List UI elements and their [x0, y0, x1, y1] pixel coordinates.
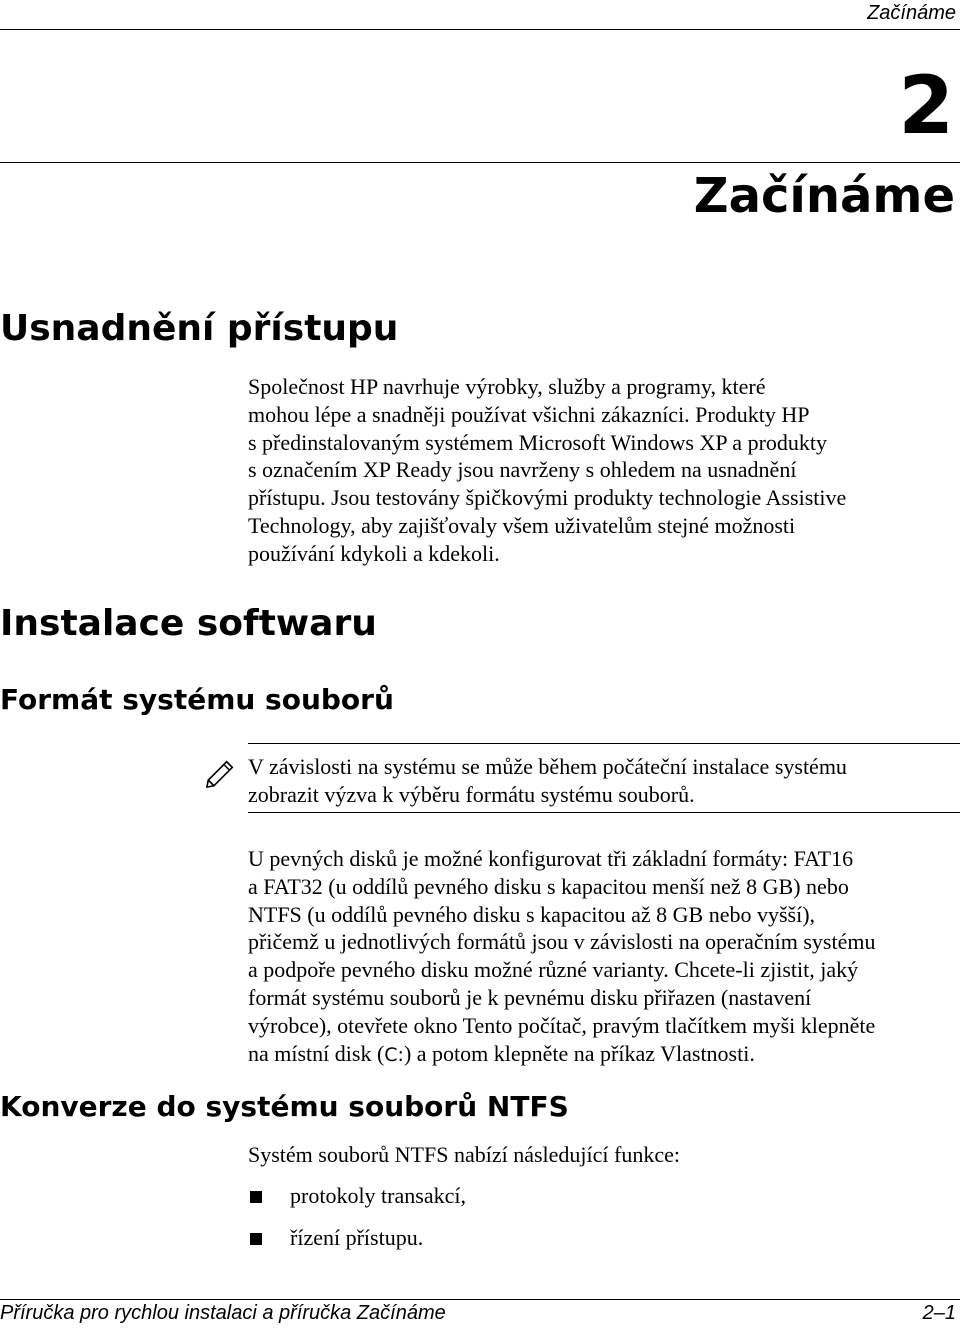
section-heading-install: Instalace softwaru [0, 603, 377, 644]
text-run: ) a potom klepněte na příkaz Vlastnosti. [403, 1040, 755, 1066]
chapter-title: Začínáme [693, 168, 955, 224]
paragraph-line: mohou lépe a snadněji používat všichni zákazníci. Produkty HP [248, 401, 810, 427]
note-line: V závislosti na systému se může během počáteční instalace systému [248, 754, 847, 779]
drive-letter-code: C: [384, 1043, 404, 1066]
paragraph-line: U pevných disků je možné konfigurovat tři základní formáty: FAT16 [248, 846, 854, 871]
note-bottom-rule [248, 812, 960, 813]
header-rule [0, 29, 960, 30]
bullet-marker [250, 1191, 262, 1203]
paragraph-line: formát systému souborů je k pevnému disku přiřazen (nastavení [248, 984, 812, 1010]
paragraph-line: s předinstalovaným systémem Microsoft Windows XP a produkty [248, 429, 828, 455]
paragraph-line: přičemž u jednotlivých formátů jsou v závislosti na operačním systému [248, 929, 876, 955]
subsection-heading-ntfs: Konverze do systému souborů NTFS [0, 1090, 569, 1123]
section-heading-accessibility: Usnadnění přístupu [0, 308, 399, 349]
paragraph-line: Technology, aby zajišťovaly všem uživatelům stejné možnosti [248, 512, 796, 538]
bullet-marker [250, 1233, 262, 1245]
chapter-rule [0, 162, 960, 163]
accessibility-paragraph [248, 373, 960, 568]
paragraph-line: výrobce), otevřete okno Tento počítač, pravým tlačítkem myši klepněte [248, 1012, 876, 1038]
paragraph-line: používání kdykoli a kdekoli. [248, 540, 500, 566]
paragraph-line: a podpoře pevného disku možné různé varianty. Chcete-li zjistit, jaký [248, 957, 859, 983]
bullet-item: protokoly transakcí, [290, 1183, 466, 1208]
note-line: zobrazit výzva k výběru formátu systému souborů. [248, 781, 695, 807]
chapter-number: 2 [898, 59, 954, 152]
format-paragraph [248, 845, 960, 1067]
paragraph-line: a FAT32 (u oddílů pevného disku s kapacitou menší než 8 GB) nebo [248, 873, 849, 899]
footer-rule [0, 1299, 960, 1300]
paragraph-line [248, 1040, 960, 1068]
text-run: na místní disk ( [248, 1040, 385, 1066]
running-header: Začínáme [867, 2, 956, 24]
paragraph-line: přístupu. Jsou testovány špičkovými produkty technologie Assistive [248, 485, 847, 511]
paragraph-line: NTFS (u oddílů pevného disku s kapacitou až 8 GB nebo vyšší), [248, 901, 816, 927]
paragraph-line: s označením XP Ready jsou navrženy s ohledem na usnadnění [248, 457, 797, 483]
ntfs-intro: Systém souborů NTFS nabízí následující funkce: [248, 1142, 680, 1167]
note-top-rule [248, 743, 960, 744]
note-text [248, 753, 960, 809]
pencil-note-icon [200, 752, 242, 794]
subsection-heading-format: Formát systému souborů [0, 683, 394, 716]
page-number: 2–1 [922, 1302, 956, 1324]
paragraph-line: Společnost HP navrhuje výrobky, služby a programy, které [248, 374, 766, 399]
bullet-item: řízení přístupu. [290, 1225, 424, 1250]
footer-title: Příručka pro rychlou instalaci a příručka Začínáme [0, 1302, 446, 1324]
